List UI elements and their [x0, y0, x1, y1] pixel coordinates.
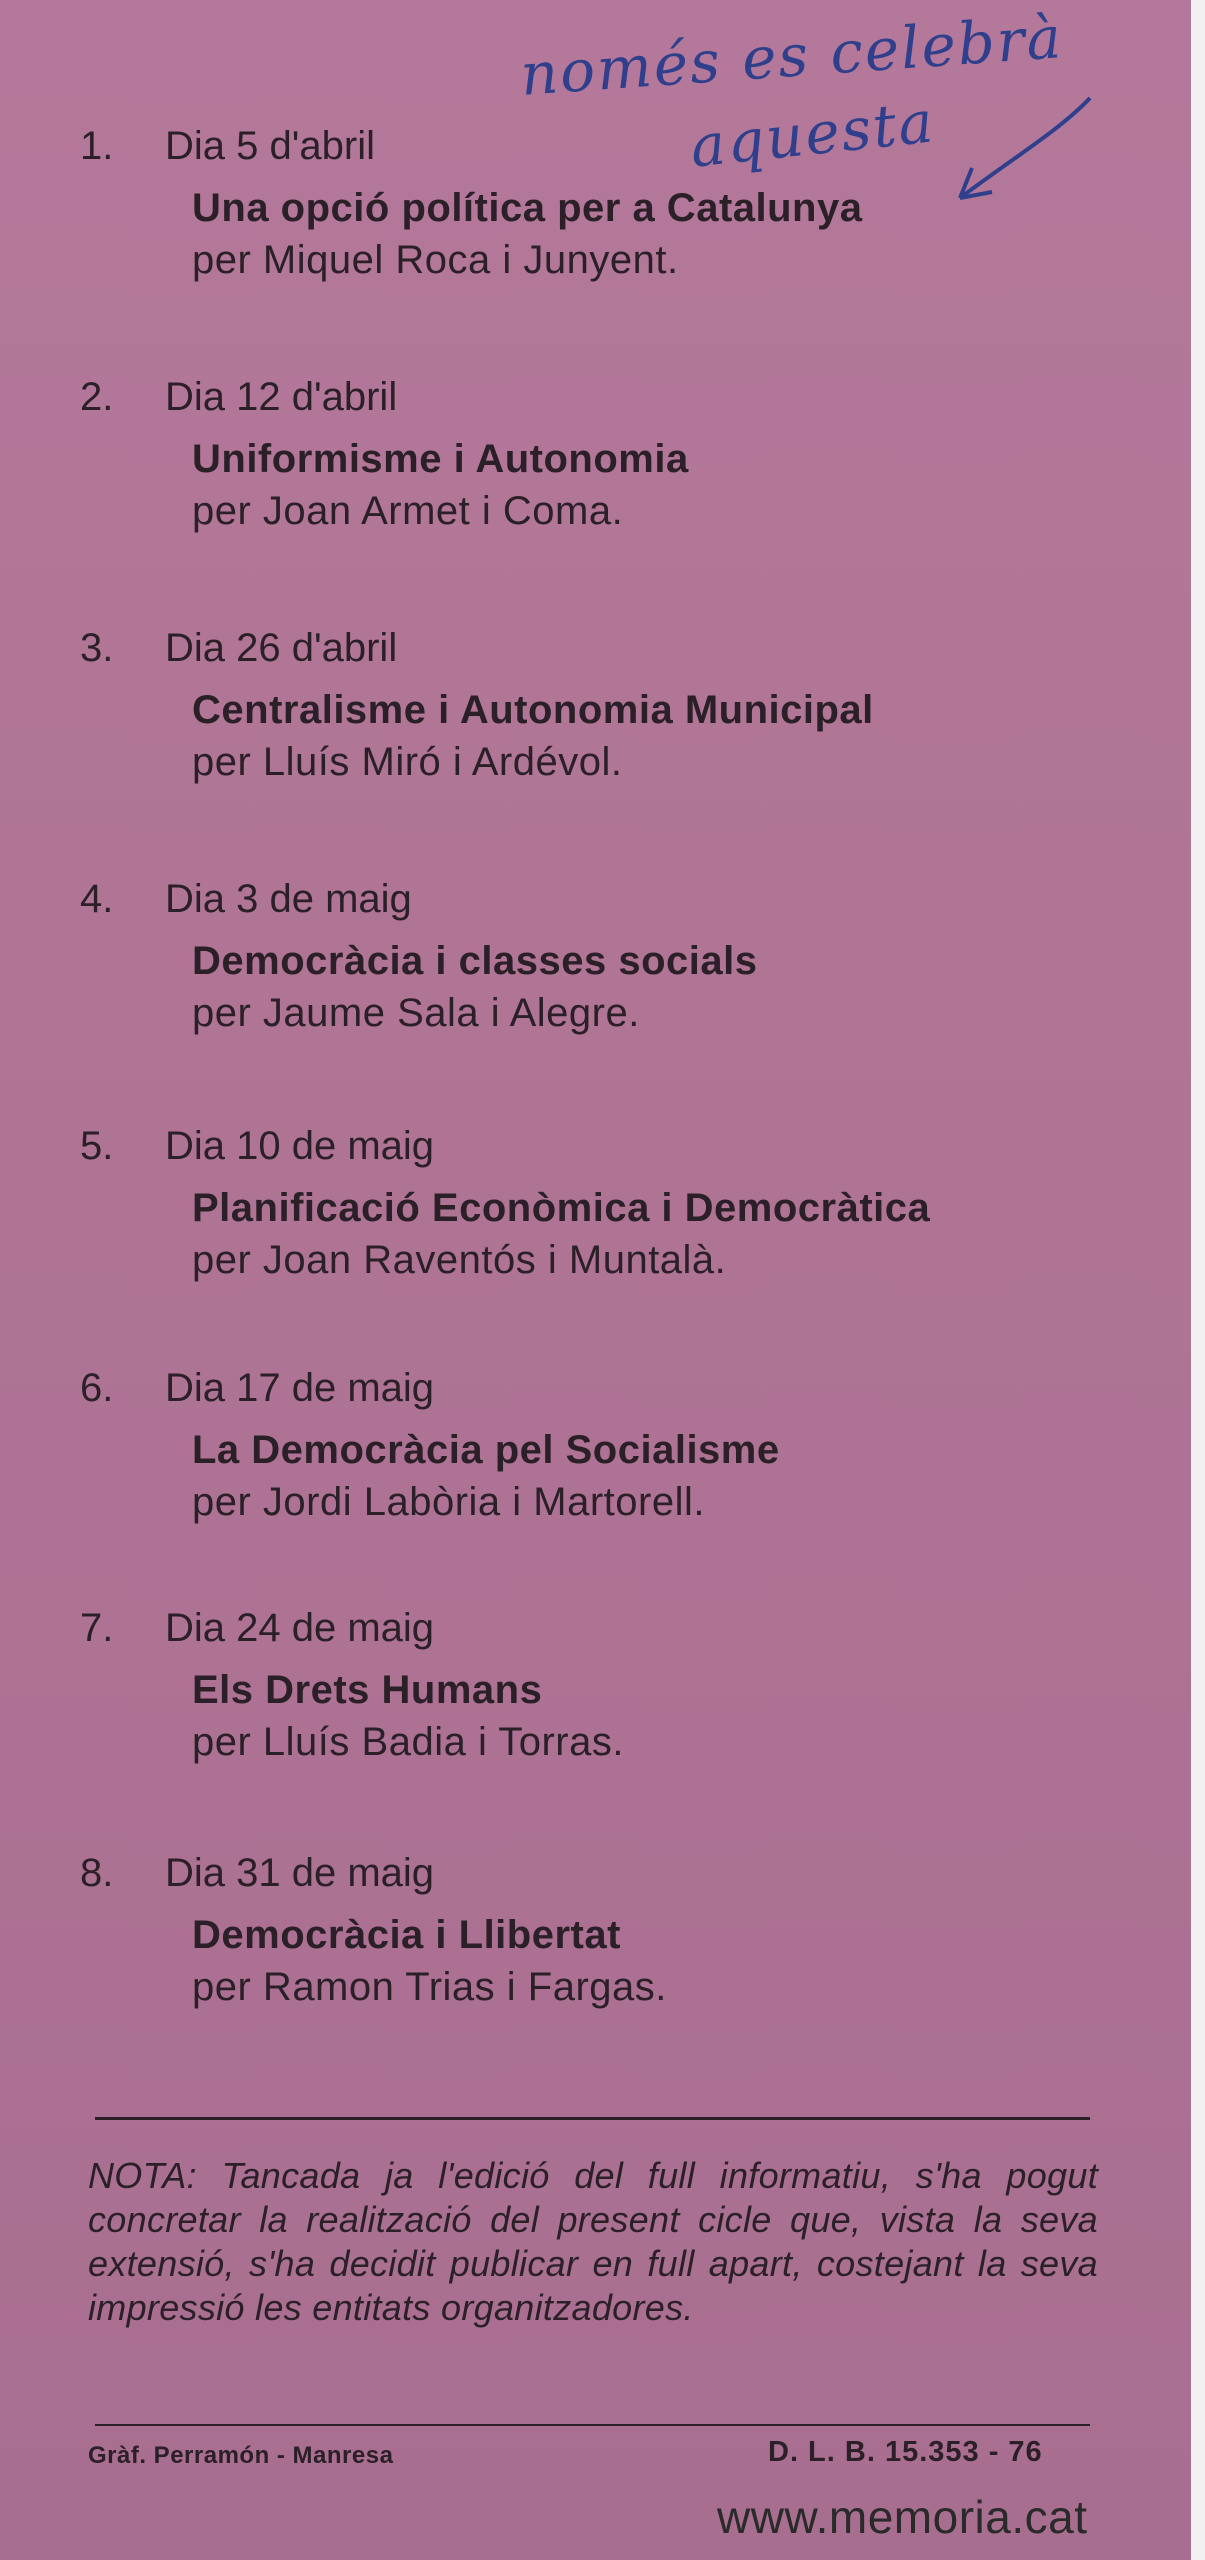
lecture-speaker: per Lluís Badia i Torras.: [192, 1720, 624, 1764]
printer-credit: Gràf. Perramón - Manresa: [88, 2442, 394, 2469]
lecture-date: [80, 373, 1140, 421]
lecture-date: [80, 1364, 1140, 1412]
lecture-speaker: per Miquel Roca i Junyent.: [192, 238, 679, 282]
lecture-title: Democràcia i Llibertat: [192, 1913, 621, 1957]
lecture-speaker: per Joan Armet i Coma.: [192, 489, 624, 533]
lecture-title: Centralisme i Autonomia Municipal: [192, 688, 874, 732]
lecture-number: 4.: [80, 877, 114, 921]
lecture-date-text: Dia 5 d'abril: [165, 124, 375, 168]
lecture-date: [80, 1849, 1140, 1897]
lecture-number: 6.: [80, 1366, 114, 1410]
lecture-date: [80, 1604, 1140, 1652]
lecture-entry-3: [80, 624, 1140, 788]
lecture-title: Una opció política per a Catalunya: [192, 186, 863, 230]
lecture-number: 7.: [80, 1606, 114, 1650]
lecture-number: 2.: [80, 375, 114, 419]
divider-top: [95, 2117, 1090, 2120]
note-paragraph: NOTA: Tancada ja l'edició del full informatiu, s'ha pogut concretar la realització del present cicle que, vista la seva extensió, s'ha decidit publicar en full apart, costejant la seva impressió les entitats organitzadores.: [88, 2155, 1098, 2328]
lecture-entry-1: [80, 122, 1140, 286]
lecture-date-text: Dia 17 de maig: [165, 1366, 435, 1410]
lecture-date-text: Dia 3 de maig: [165, 877, 412, 921]
lecture-entry-7: [80, 1604, 1140, 1768]
lecture-speaker: per Jordi Labòria i Martorell.: [192, 1480, 705, 1524]
lecture-date-text: Dia 10 de maig: [165, 1124, 435, 1168]
lecture-number: 8.: [80, 1851, 114, 1895]
lecture-entry-2: [80, 373, 1140, 537]
lecture-date: [80, 1122, 1140, 1170]
handwritten-note-line2: aquesta: [687, 87, 938, 181]
lecture-date-text: Dia 31 de maig: [165, 1851, 435, 1895]
lecture-date: [80, 624, 1140, 672]
lecture-entry-5: [80, 1122, 1140, 1286]
lecture-number: 1.: [80, 124, 114, 168]
lecture-date-text: Dia 12 d'abril: [165, 375, 398, 419]
legal-deposit: D. L. B. 15.353 - 76: [768, 2436, 1043, 2468]
lecture-number: 3.: [80, 626, 114, 670]
lecture-title: Els Drets Humans: [192, 1668, 543, 1712]
lecture-entry-4: [80, 875, 1140, 1039]
lecture-speaker: per Jaume Sala i Alegre.: [192, 991, 640, 1035]
lecture-date: [80, 875, 1140, 923]
divider-bottom: [95, 2424, 1090, 2426]
lecture-speaker: per Ramon Trias i Fargas.: [192, 1965, 667, 2009]
lecture-date-text: Dia 26 d'abril: [165, 626, 398, 670]
lecture-entry-6: [80, 1364, 1140, 1528]
lecture-speaker: per Lluís Miró i Ardévol.: [192, 740, 623, 784]
lecture-title: Planificació Econòmica i Democràtica: [192, 1186, 931, 1230]
lecture-speaker: per Joan Raventós i Muntalà.: [192, 1238, 727, 1282]
scan-margin: [1191, 0, 1205, 2560]
lecture-date: [80, 122, 1140, 170]
handwritten-note-line1: només es celebrà: [518, 3, 1066, 109]
lecture-title: Democràcia i classes socials: [192, 939, 758, 983]
lecture-entry-8: [80, 1849, 1140, 2013]
lecture-date-text: Dia 24 de maig: [165, 1606, 435, 1650]
lecture-number: 5.: [80, 1124, 114, 1168]
lecture-title: Uniformisme i Autonomia: [192, 437, 689, 481]
lecture-title: La Democràcia pel Socialisme: [192, 1428, 780, 1472]
source-watermark: www.memoria.cat: [717, 2491, 1088, 2543]
